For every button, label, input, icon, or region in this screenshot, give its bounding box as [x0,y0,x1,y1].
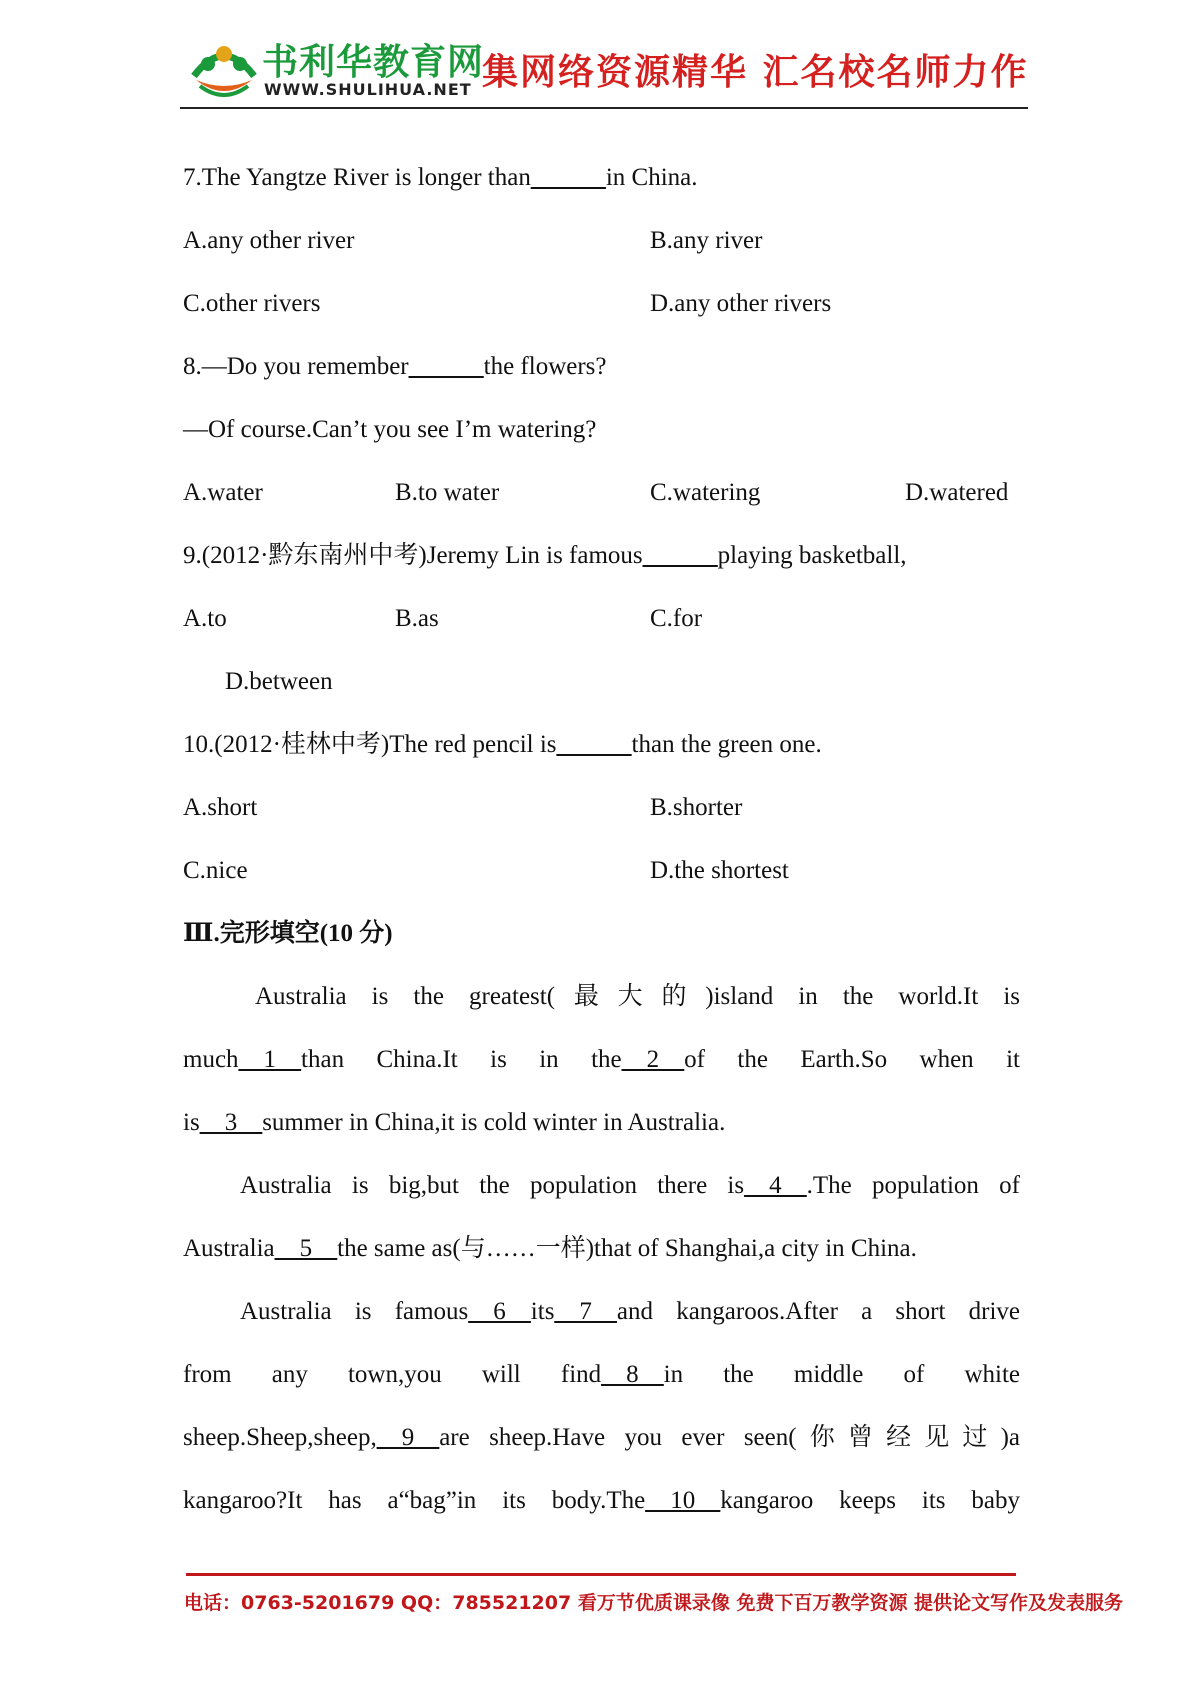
passage-line-6 [240,1297,1020,1327]
passage-line-3 [183,1108,725,1138]
question-8-option-c: C.watering [650,479,761,506]
passage-text: are sheep.Have you ever seen(你曾经见过)a [439,1424,1020,1451]
question-9-text-post: playing basketball, [717,542,907,569]
question-8-text-pre: 8.—Do you remember [183,353,409,380]
passage-text: the same as(与……一样)that of Shanghai,a city in China. [337,1235,917,1262]
question-10-blank: ______ [556,731,632,758]
passage-line-4 [240,1171,1020,1201]
cloze-blank-10: __10__ [645,1487,721,1514]
question-9-option-d: D.between [225,668,333,695]
question-9-option-c: C.for [650,605,703,632]
passage-line-7 [183,1360,1020,1390]
cloze-blank-5: __5__ [274,1235,338,1262]
question-7-text-pre: 7.The Yangtze River is longer than [183,164,531,191]
question-7-option-b: B.any river [650,227,763,254]
passage-text: Australia is big,but the population there is [240,1172,745,1199]
cloze-blank-9: __9__ [376,1424,440,1451]
passage-text: in the middle of white [663,1361,1020,1388]
cloze-blank-8: __8__ [601,1361,664,1388]
question-10-option-a: A.short [183,794,258,821]
passage-line-9 [183,1486,1020,1516]
footer-divider [186,1573,1016,1576]
passage-text: from any town,you will find [183,1361,602,1388]
page-header [0,0,1200,112]
passage-text: and kangaroos.After a short drive [616,1298,1020,1325]
passage-text: much [183,1046,239,1073]
question-10-option-d: D.the shortest [650,857,789,884]
question-7-blank: ______ [530,164,606,191]
passage-text: than China.It is in the [301,1046,622,1073]
question-7-stem [183,163,698,193]
passage-text: Australia is famous [240,1298,469,1325]
question-9-option-b: B.as [395,605,439,632]
passage-line-1: Australia is the greatest(最大的)island in the world.It is [255,983,1020,1010]
question-7-option-a: A.any other river [183,227,355,254]
question-10-text-pre: 10.(2012·桂林中考)The red pencil is [183,731,557,758]
question-10-option-c: C.nice [183,857,248,884]
passage-text: .The population of [806,1172,1020,1199]
question-8-reply: —Of course.Can’t you see I’m watering? [183,416,597,443]
passage-line-5 [183,1234,917,1264]
question-8-option-b: B.to water [395,479,500,506]
question-10-text-post: than the green one. [631,731,822,758]
cloze-blank-3: __3__ [199,1109,263,1136]
header-divider [180,107,1028,109]
passage-text: its [530,1298,555,1325]
question-9-option-a: A.to [183,605,227,632]
site-slogan: 集网络资源精华 汇名校名师力作 [482,52,1029,93]
question-8-stem [183,352,607,382]
question-10-stem [183,730,822,760]
question-7-text-post: in China. [605,164,698,191]
cloze-blank-4: __4__ [744,1172,807,1199]
question-10-option-b: B.shorter [650,794,743,821]
passage-text: kangaroo?It has a“bag”in its body.The [183,1487,646,1514]
cloze-blank-7: __7__ [554,1298,617,1325]
passage-text: is [183,1109,200,1136]
question-7-option-c: C.other rivers [183,290,321,317]
passage-line-8 [183,1423,1020,1453]
shulihua-logo-icon [188,30,260,102]
question-8-option-d: D.watered [905,479,1009,506]
passage-text: sheep.Sheep,sheep, [183,1424,377,1451]
question-9-blank: ______ [642,542,718,569]
passage-text: of the Earth.So when it [684,1046,1020,1073]
cloze-blank-6: __6__ [468,1298,531,1325]
site-name: 书利华教育网 [262,42,485,83]
footer-contact: 电话：0763-5201679 QQ：785521207 看万节优质课录像 免费下百万教学资源 提供论文写作及发表服务 [184,1592,1124,1614]
passage-line-2 [183,1045,1020,1075]
question-9-text-pre: 9.(2012·黔东南州中考)Jeremy Lin is famous [183,542,643,569]
question-8-option-a: A.water [183,479,263,506]
question-8-text-post: the flowers? [483,353,607,380]
section-3-title: Ⅲ.完形填空(10 分) [183,920,393,947]
question-7-option-d: D.any other rivers [650,290,832,317]
question-9-stem [183,541,907,571]
cloze-blank-1: __1__ [238,1046,302,1073]
site-url: WWW.SHULIHUA.NET [264,80,472,99]
passage-text: Australia [183,1235,275,1262]
cloze-blank-2: __2__ [621,1046,685,1073]
question-8-blank: ______ [408,353,484,380]
passage-text: kangaroo keeps its baby [720,1487,1021,1514]
passage-text: summer in China,it is cold winter in Australia. [262,1109,726,1136]
